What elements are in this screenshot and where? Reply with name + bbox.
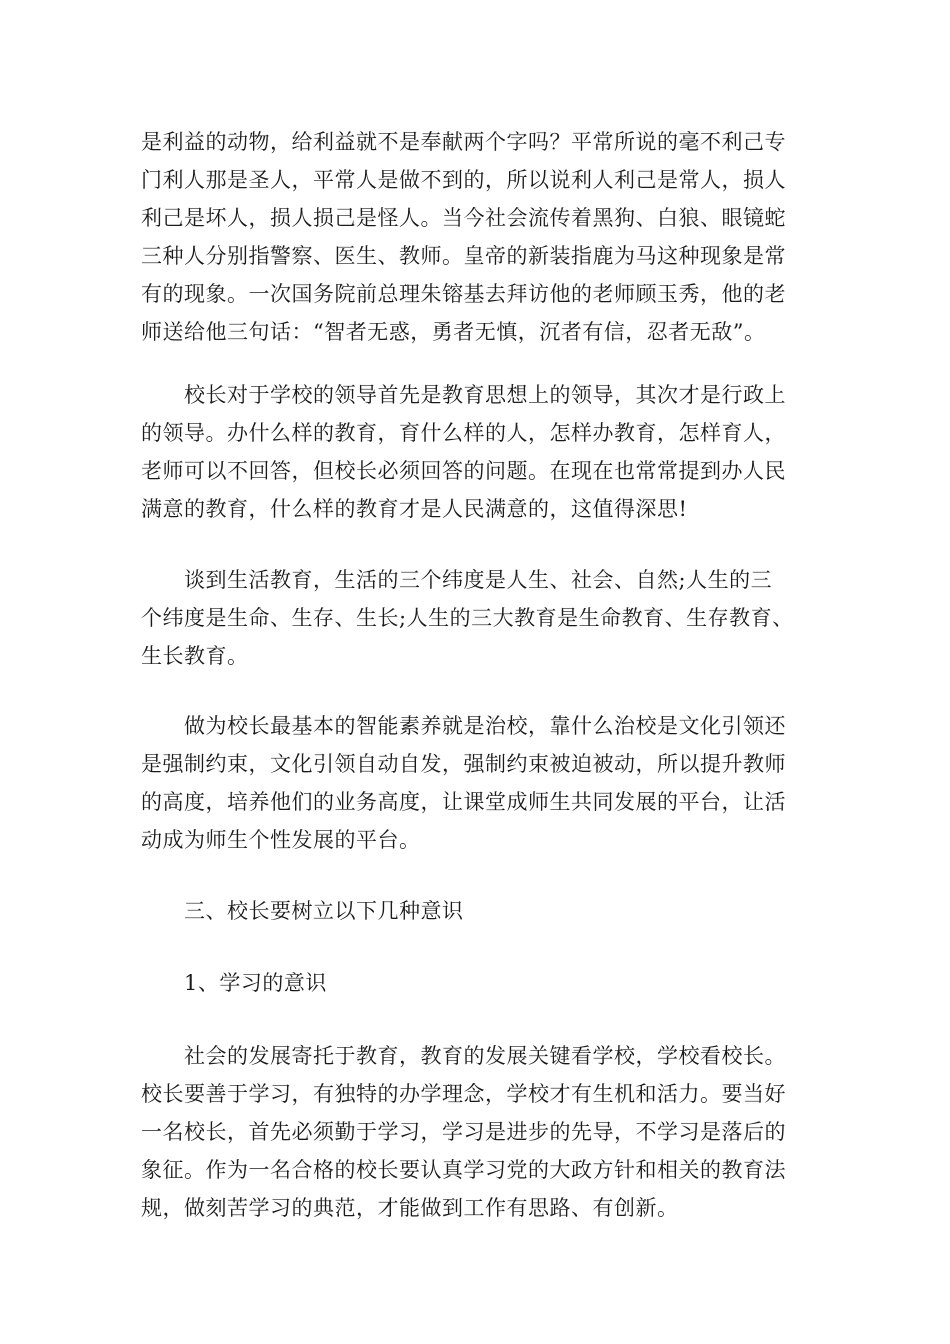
text-line: 1、学习的意识: [184, 971, 327, 995]
text-line: 三、校长要树立以下几种意识: [184, 899, 464, 923]
text-line: 校长对于学校的领导首先是教育思想上的领导，其次才是行政上: [184, 383, 786, 407]
text-line: 个纬度是生命、生存、生长;人生的三大教育是生命教育、生存教育、: [141, 606, 794, 630]
text-line: 规，做刻苦学习的典范，才能做到工作有思路、有创新。: [141, 1196, 679, 1220]
text-line: 校长要善于学习，有独特的办学理念，学校才有生机和活力。要当好: [141, 1082, 786, 1106]
text-line: 是强制约束，文化引领自动自发，强制约束被迫被动，所以提升教师: [141, 752, 786, 776]
text-line: 一名校长，首先必须勤于学习，学习是进步的先导，不学习是落后的: [141, 1120, 786, 1144]
text-line: 老师可以不回答，但校长必须回答的问题。在现在也常常提到办人民: [141, 459, 786, 483]
text-line: 门利人那是圣人，平常人是做不到的，所以说利人利己是常人，损人: [141, 168, 786, 192]
text-line: 利己是坏人，损人损己是怪人。当今社会流传着黑狗、白狼、眼镜蛇: [141, 206, 786, 230]
text-line: 师送给他三句话：“智者无惑，勇者无慎，沉者有信，忍者无敌”。: [141, 320, 766, 344]
text-line: 的领导。办什么样的教育，育什么样的人，怎样办教育，怎样育人，: [141, 421, 786, 445]
text-line: 做为校长最基本的智能素养就是治校，靠什么治校是文化引领还: [184, 714, 786, 738]
text-line: 的高度，培养他们的业务高度，让课堂成师生共同发展的平台，让活: [141, 790, 786, 814]
text-line: 三种人分别指警察、医生、教师。皇帝的新装指鹿为马这种现象是常: [141, 244, 786, 268]
text-line: 有的现象。一次国务院前总理朱镕基去拜访他的老师顾玉秀，他的老: [141, 282, 786, 306]
text-line: 生长教育。: [141, 644, 249, 668]
text-line: 是利益的动物，给利益就不是奉献两个字吗？平常所说的毫不利己专: [141, 130, 786, 154]
text-line: 满意的教育，什么样的教育才是人民满意的，这值得深思!: [141, 497, 688, 521]
text-line: 社会的发展寄托于教育，教育的发展关键看学校，学校看校长。: [184, 1044, 786, 1068]
text-line: 动成为师生个性发展的平台。: [141, 828, 421, 852]
text-line: 谈到生活教育，生活的三个纬度是人生、社会、自然;人生的三: [184, 568, 773, 592]
text-line: 象征。作为一名合格的校长要认真学习党的大政方针和相关的教育法: [141, 1158, 786, 1182]
